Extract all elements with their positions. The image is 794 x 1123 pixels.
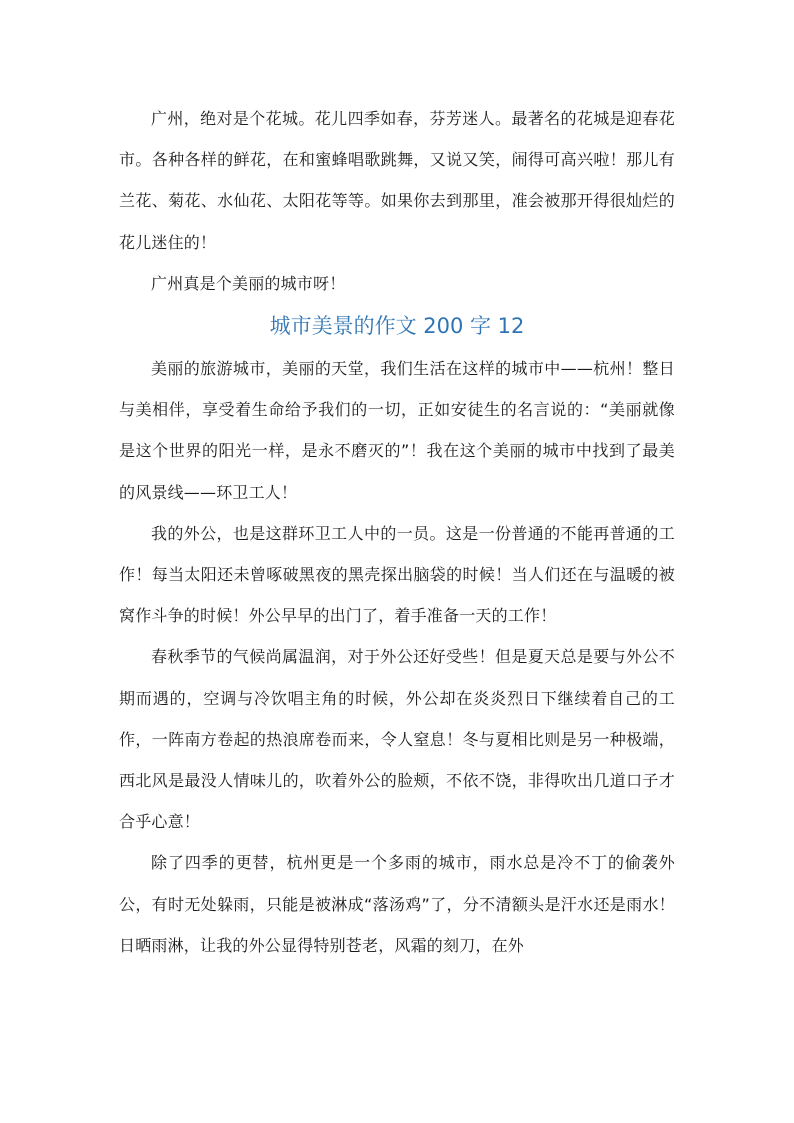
intro-paragraph-2: 广州真是个美丽的城市呀！	[151, 273, 346, 293]
essay-paragraph-2: 我的外公，也是这群环卫工人中的一员。这是一份普通的不能再普通的工作！每当太阳还未曾啄破黑夜的黑壳探出脑袋的时候！当人们还在与温暖的被窝作斗争的时候！外公早早的出门了，着手准备一天的工作！	[119, 523, 675, 626]
intro-paragraph-1: 广州，绝对是个花城。花儿四季如春，芬芳迷人。最著名的花城是迎春花市。各种各样的鲜花，在和蜜蜂唱歌跳舞，又说又笑，闹得可高兴啦！那儿有兰花、菊花、水仙花、太阳花等等。如果你去到那里，准会被那开得很灿烂的花儿迷住的！	[119, 109, 675, 252]
essay-paragraph-1: 美丽的旅游城市，美丽的天堂，我们生活在这样的城市中——杭州！整日与美相伴，享受着生命给予我们的一切，正如安徒生的名言说的：“美丽就像是这个世界的阳光一样，是永不磨灭的”！我在这个美丽的城市中找到了最美的风景线——环卫工人！	[119, 359, 675, 502]
essay-paragraph-4: 除了四季的更替，杭州更是一个多雨的城市，雨水总是冷不丁的偷袭外公，有时无处躲雨，只能是被淋成“落汤鸡”了，分不清额头是汗水还是雨水！日晒雨淋，让我的外公显得特别苍老，风霜的刻刀，在外	[119, 853, 675, 955]
document-page	[119, 98, 675, 966]
essay-paragraph-3: 春秋季节的气候尚属温润，对于外公还好受些！但是夏天总是要与外公不期而遇的，空调与冷饮唱主角的时候，外公却在炎炎烈日下继续着自己的工作，一阵南方卷起的热浪席卷而来，令人窒息！冬与夏相比则是另一种极端，西北风是最没人情味儿的，吹着外公的脸颊，不依不饶，非得吹出几道口子才合乎心意！	[119, 647, 675, 832]
essay-title: 城市美景的作文 200 字 12	[269, 314, 525, 339]
